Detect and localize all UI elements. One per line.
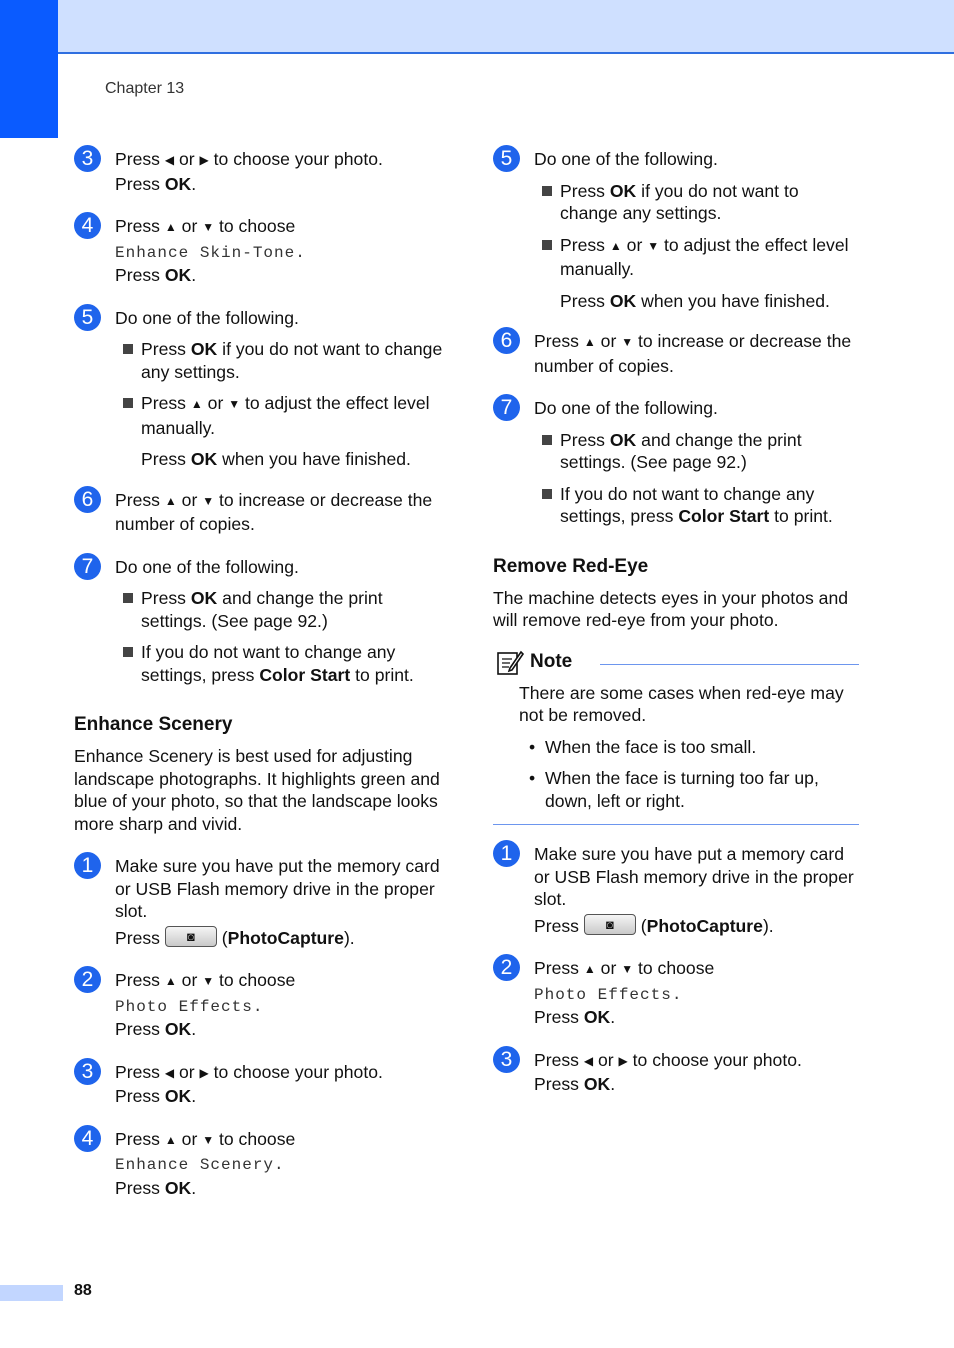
step-4: 4 Press ▲ or ▼ to choose Enhance Skin-Tone. Press OK.: [74, 215, 444, 287]
menu-item-photo-effects: Photo Effects: [534, 985, 672, 1004]
step-7: 7 Do one of the following. Press OK and change the print settings. (See page 92.) If you do not want to change any settings, press Color Start to print.: [74, 556, 444, 687]
step-number: 1: [493, 840, 520, 867]
bullet-item: Press ▲ or ▼ to adjust the effect level manually.: [534, 234, 859, 281]
bullet-continuation: Press OK when you have finished.: [141, 449, 411, 469]
step-number: 4: [74, 212, 101, 239]
up-arrow-icon: ▲: [164, 220, 177, 234]
down-arrow-icon: ▼: [202, 974, 215, 989]
step-1: 1 Make sure you have put a memory card or USB Flash memory drive in the proper slot. Press ◙ (PhotoCapture).: [493, 843, 859, 937]
up-arrow-icon: ▲: [609, 238, 622, 253]
bullet-item: Press ▲ or ▼ to adjust the effect level manually.: [115, 392, 444, 439]
section-title-enhance-scenery: Enhance Scenery: [74, 714, 233, 735]
menu-item-enhance-scenery: Enhance Scenery: [115, 1156, 275, 1175]
right-arrow-icon: ▶: [199, 1065, 209, 1080]
bullet-item: If you do not want to change any settings, press Color Start to print.: [115, 641, 444, 686]
down-arrow-icon: ▼: [202, 220, 215, 234]
note-divider: [600, 664, 859, 665]
down-arrow-icon: ▼: [202, 1132, 215, 1147]
photocapture-button: [165, 926, 217, 947]
step-6: 6 Press ▲ or ▼ to increase or decrease the number of copies.: [493, 330, 859, 377]
step-1: 1 Make sure you have put the memory card or USB Flash memory drive in the proper slot. Press ◙ (PhotoCapture).: [74, 855, 444, 949]
down-arrow-icon: ▼: [621, 962, 634, 977]
up-arrow-icon: ▲: [164, 493, 177, 508]
left-arrow-icon: ◀: [164, 153, 175, 167]
step-3: 3 Press ◀ or ▶ to choose your photo. Press OK.: [74, 148, 444, 195]
note-bottom-divider: [493, 824, 859, 825]
step-number: 1: [74, 852, 101, 879]
step-number: 6: [493, 327, 520, 354]
photocapture-button: [584, 914, 636, 935]
bullet-item: Press OK if you do not want to change any settings.: [115, 338, 444, 383]
right-arrow-icon: ▶: [199, 153, 209, 167]
step-5: 5 Do one of the following. Press OK if you do not want to change any settings. Press ▲ or ▼ to adjust the effect level manually. Press OK when you have finished.: [74, 307, 444, 471]
step-number: 4: [74, 1125, 101, 1152]
step-7: 7 Do one of the following. Press OK and change the print settings. (See page 92.) If you do not want to change any settings, press Color Start to print.: [493, 397, 859, 528]
note-pencil-icon: [496, 648, 524, 676]
chapter-label: Chapter 13: [105, 80, 185, 97]
section-title-remove-red-eye: Remove Red-Eye: [493, 555, 649, 577]
step-number: 5: [74, 304, 101, 331]
left-arrow-icon: ◀: [583, 1053, 594, 1068]
step-3: 3 Press ◀ or ▶ to choose your photo. Press OK.: [493, 1049, 859, 1096]
camera-icon: ◙: [605, 917, 614, 933]
step-number: 7: [493, 394, 520, 421]
menu-item-skin-tone: Enhance Skin-Tone: [115, 243, 296, 262]
right-column: [493, 148, 859, 1096]
note-bullet: • When the face is too small.: [519, 736, 859, 759]
step-number: 2: [493, 954, 520, 981]
step-6: 6 Press ▲ or ▼ to increase or decrease the number of copies.: [74, 489, 444, 536]
chapter-tab: [0, 0, 58, 138]
step-number: 3: [493, 1046, 520, 1073]
step-number: 3: [74, 145, 101, 172]
step-5: 5 Do one of the following. Press OK if you do not want to change any settings. Press ▲ or ▼ to adjust the effect level manually. Press OK when you have finished.: [493, 148, 859, 312]
right-arrow-icon: ▶: [618, 1053, 628, 1068]
bullet-item: Press OK if you do not want to change any settings.: [534, 180, 859, 225]
camera-icon: ◙: [186, 929, 195, 945]
left-arrow-icon: ◀: [164, 1065, 175, 1080]
step-number: 6: [74, 486, 101, 513]
menu-item-photo-effects: Photo Effects: [115, 997, 253, 1016]
section-intro: The machine detects eyes in your photos and will remove red-eye from your photo.: [493, 587, 849, 630]
up-arrow-icon: ▲: [164, 974, 177, 989]
step-number: 7: [74, 553, 101, 580]
down-arrow-icon: ▼: [647, 238, 660, 253]
step-4: 4 Press ▲ or ▼ to choose Enhance Scenery. Press OK.: [74, 1128, 444, 1200]
bullet-item: Press OK and change the print settings. (See page 92.): [115, 587, 444, 632]
step-2: 2 Press ▲ or ▼ to choose Photo Effects. Press OK.: [74, 969, 444, 1041]
bullet-item: If you do not want to change any settings, press Color Start to print.: [534, 483, 859, 528]
up-arrow-icon: ▲: [164, 1132, 177, 1147]
left-column: [74, 148, 444, 1199]
step-3: 3 Press ◀ or ▶ to choose your photo. Press OK.: [74, 1061, 444, 1108]
step-number: 3: [74, 1058, 101, 1085]
down-arrow-icon: ▼: [621, 335, 634, 349]
footer-band: [0, 1285, 63, 1301]
note-box: [493, 646, 859, 826]
up-arrow-icon: ▲: [583, 962, 596, 977]
note-text: There are some cases when red-eye may not be removed.: [519, 682, 844, 725]
bullet-item: Press OK and change the print settings. (See page 92.): [534, 429, 859, 474]
up-arrow-icon: ▲: [583, 335, 596, 349]
bullet-continuation: Press OK when you have finished.: [560, 290, 830, 311]
header-band: [0, 0, 954, 54]
step-number: 2: [74, 966, 101, 993]
note-bullet: • When the face is turning too far up, down, left or right.: [519, 767, 859, 812]
step-2: 2 Press ▲ or ▼ to choose Photo Effects. Press OK.: [493, 957, 859, 1029]
up-arrow-icon: ▲: [190, 397, 203, 411]
note-title: Note: [530, 650, 573, 672]
page-number: 88: [74, 1282, 92, 1299]
down-arrow-icon: ▼: [202, 493, 215, 508]
section-intro: Enhance Scenery is best used for adjusting landscape photographs. It highlights green and blue of your photo, so that the landscape looks more sharp and vivid.: [74, 746, 440, 834]
down-arrow-icon: ▼: [228, 397, 241, 411]
step-number: 5: [493, 145, 520, 172]
